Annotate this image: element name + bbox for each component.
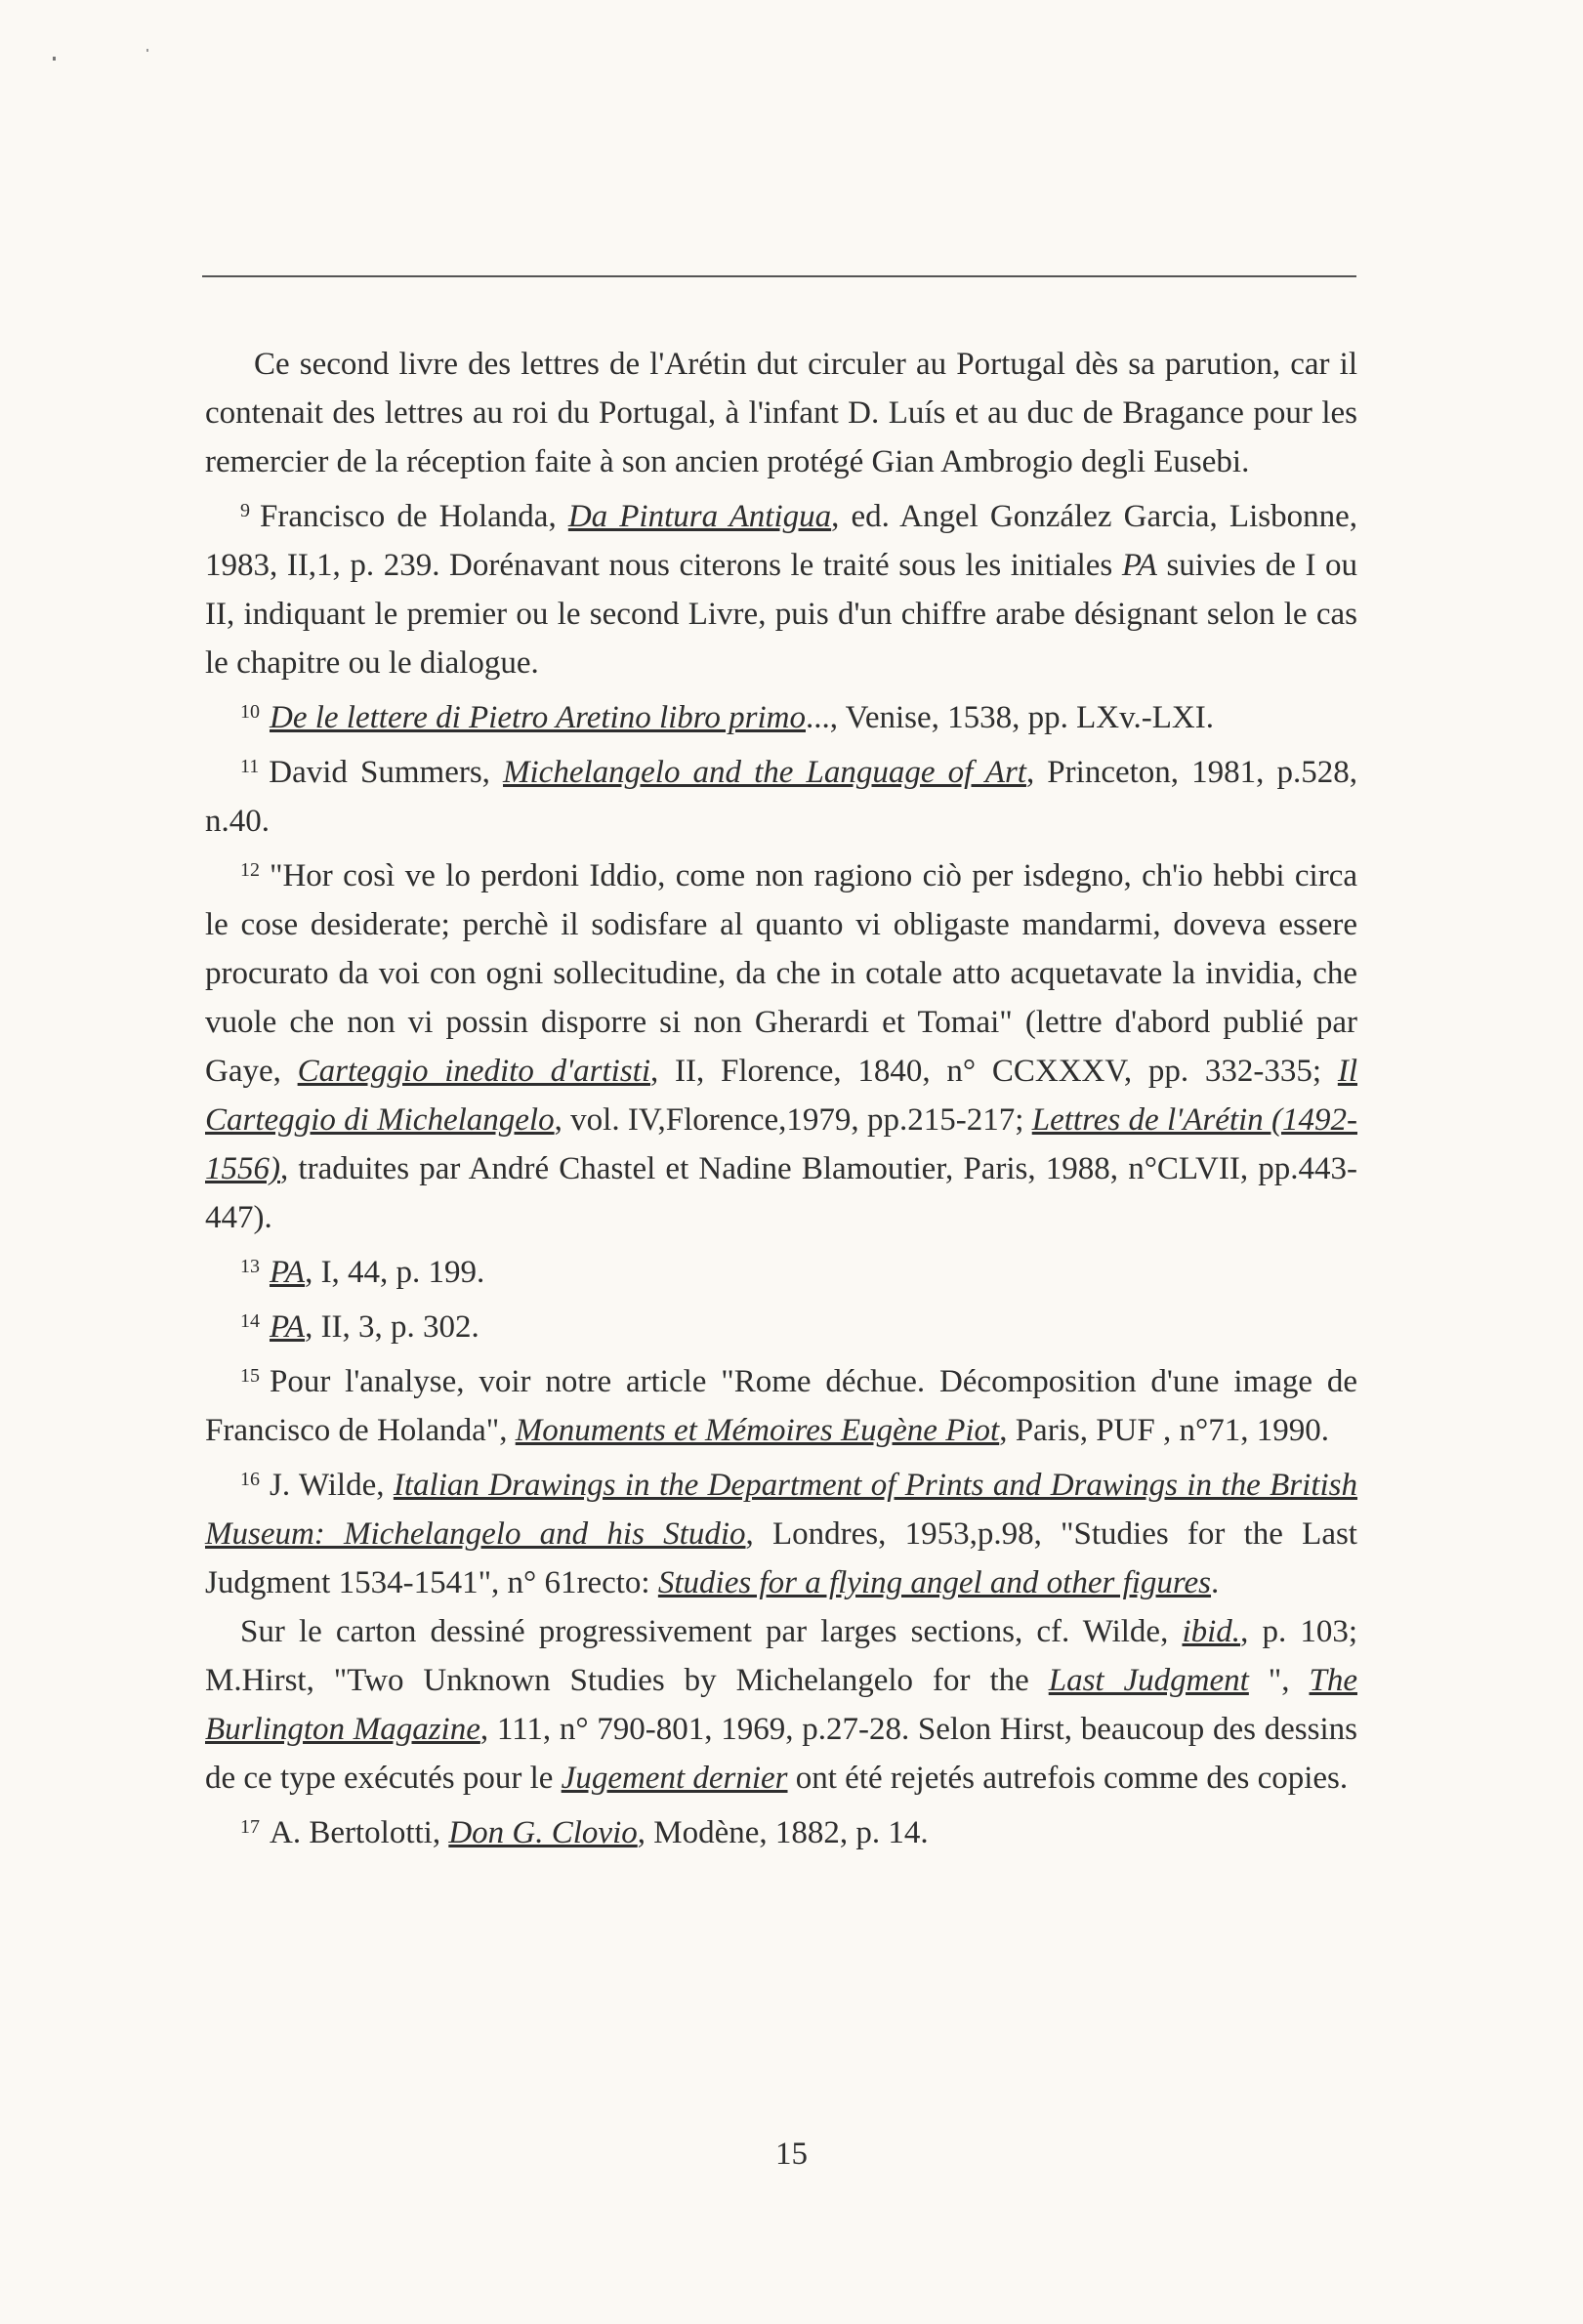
footnote-10 [205, 687, 1357, 742]
footnote-text: , Londres, 1953,p.98, "Studies for the Last Judgment 1534-1541", n° 61recto: [205, 1516, 1357, 1600]
page-number: 15 [775, 2137, 808, 2172]
footnote-title: Don G. Clovio [448, 1815, 638, 1850]
footnote-title: Carteggio inedito d'artisti [297, 1054, 651, 1089]
footnote-text: , traduites par André Chastel et Nadine Blamoutier, Paris, 1988, n°CLVII, pp.443-447). [205, 1151, 1357, 1235]
footnote-text: , Modène, 1882, p. 14. [637, 1815, 929, 1850]
footnote-text: "Hor così ve lo perdoni Iddio, come non ragiono ciò per isdegno, ch'io hebbi circa le cose desiderate; perchè il sodisfare al quanto vi obligaste mandarmi, doveva essere procurato da voi con ogni sollecitudine, da che in cotale atto acquetavate la invidia, che vuole che non vi possin disporre si non Gherardi et Tomai" (lettre d'abord publié par Gaye, [205, 858, 1357, 1089]
footnote-title: Monuments et Mémoires Eugène Piot [515, 1413, 1000, 1448]
footnote-16-continuation [205, 1607, 1357, 1803]
footnote-title: The Burlington Magazine [205, 1663, 1357, 1747]
footnote-number: 9 [240, 500, 250, 521]
footnote-title: ibid. [1182, 1614, 1241, 1649]
footnote-text: Pour l'analyse, voir notre article "Rome déchue. Décomposition d'une image de Francisco de Holanda", [205, 1364, 1357, 1448]
footnote-11 [205, 742, 1357, 846]
footnote-12 [205, 846, 1357, 1242]
footnote-text: , II, Florence, 1840, n° CCXXXV, pp. 332-335; [650, 1054, 1338, 1089]
footnote-title: PA [1121, 548, 1157, 583]
footnote-title: Italian Drawings in the Department of Prints and Drawings in the British Museum: Michelangelo and his Studio [205, 1468, 1358, 1552]
footnote-title: Lettres de l'Arétin (1492-1556) [205, 1102, 1357, 1186]
footnote-text: Sur le carton dessiné progressivement par larges sections, cf. Wilde, [240, 1614, 1183, 1649]
footnote-text: , ed. Angel González Garcia, Lisbonne, 1983, II,1, p. 239. Dorénavant nous citerons le traité sous les initiales [205, 499, 1357, 583]
footnote-text: , II, 3, p. 302. [305, 1309, 479, 1345]
footnote-text: ..., Venise, 1538, pp. LXv.-LXI. [806, 700, 1214, 735]
scan-speck [53, 57, 56, 61]
footnote-text: A. Bertolotti, [270, 1815, 449, 1850]
footnote-text: , I, 44, p. 199. [305, 1255, 485, 1290]
footnote-17 [205, 1803, 1357, 1857]
footnote-title: Last Judgment [1048, 1663, 1249, 1698]
footnote-14 [205, 1297, 1357, 1351]
intro-paragraph: Ce second livre des lettres de l'Arétin dut circuler au Portugal dès sa parution, car il contenait des lettres au roi du Portugal, à l'infant D. Luís et au duc de Bragance pour les remercier de la réception faite à son ancien protégé Gian Ambrogio degli Eusebi. [205, 347, 1357, 479]
footnote-13 [205, 1242, 1357, 1297]
footnotes-block [205, 340, 1357, 1857]
scan-speck [146, 49, 148, 52]
footnote-title: Studies for a flying angel and other figures [657, 1565, 1212, 1600]
footnote-text: , Princeton, 1981, p.528, n.40. [205, 755, 1357, 839]
footnote-number: 14 [240, 1310, 260, 1332]
footnote-title: Da Pintura Antigua [567, 499, 832, 534]
footnote-number: 16 [240, 1469, 260, 1490]
footnote-number: 11 [240, 756, 260, 777]
footnote-text: , vol. IV,Florence,1979, pp.215-217; [554, 1102, 1032, 1138]
footnote-text: , p. 103; M.Hirst, "Two Unknown Studies by Michelangelo for the [205, 1614, 1357, 1698]
footnote-16 [205, 1455, 1357, 1607]
footnote-title: Jugement dernier [561, 1761, 788, 1796]
footnote-title: PA [270, 1255, 306, 1290]
footnote-text: J. Wilde, [270, 1468, 394, 1503]
footnote-number: 15 [240, 1365, 260, 1387]
footnote-text: , 111, n° 790-801, 1969, p.27-28. Selon Hirst, beaucoup des dessins de ce type exécutés pour le [205, 1712, 1357, 1796]
footnote-text: ", [1248, 1663, 1310, 1698]
footnote-text: , Paris, PUF , n°71, 1990. [999, 1413, 1329, 1448]
footnote-text: suivies de I ou II, indiquant le premier ou le second Livre, puis d'un chiffre arabe désignant selon le cas le chapitre ou le dialogue. [205, 548, 1358, 681]
footnote-title: Il Carteggio di Michelangelo [205, 1054, 1357, 1138]
footnote-separator [202, 275, 1356, 277]
footnote-title: De le lettere di Pietro Aretino libro primo [270, 700, 806, 735]
footnote-number: 17 [240, 1816, 260, 1838]
footnote-number: 13 [240, 1256, 260, 1277]
footnote-9 [205, 486, 1357, 687]
footnote-title: Michelangelo and the Language of Art [503, 755, 1026, 790]
footnote-15 [205, 1351, 1357, 1455]
footnote-number: 10 [240, 701, 260, 723]
footnote-text: Francisco de Holanda, [260, 499, 568, 534]
footnote-title: PA [270, 1309, 306, 1345]
footnote-text: David Summers, [269, 755, 504, 790]
footnote-text: ont été rejetés autrefois comme des copies. [787, 1761, 1349, 1796]
footnote-text: . [1211, 1565, 1220, 1600]
footnote-number: 12 [240, 859, 260, 881]
